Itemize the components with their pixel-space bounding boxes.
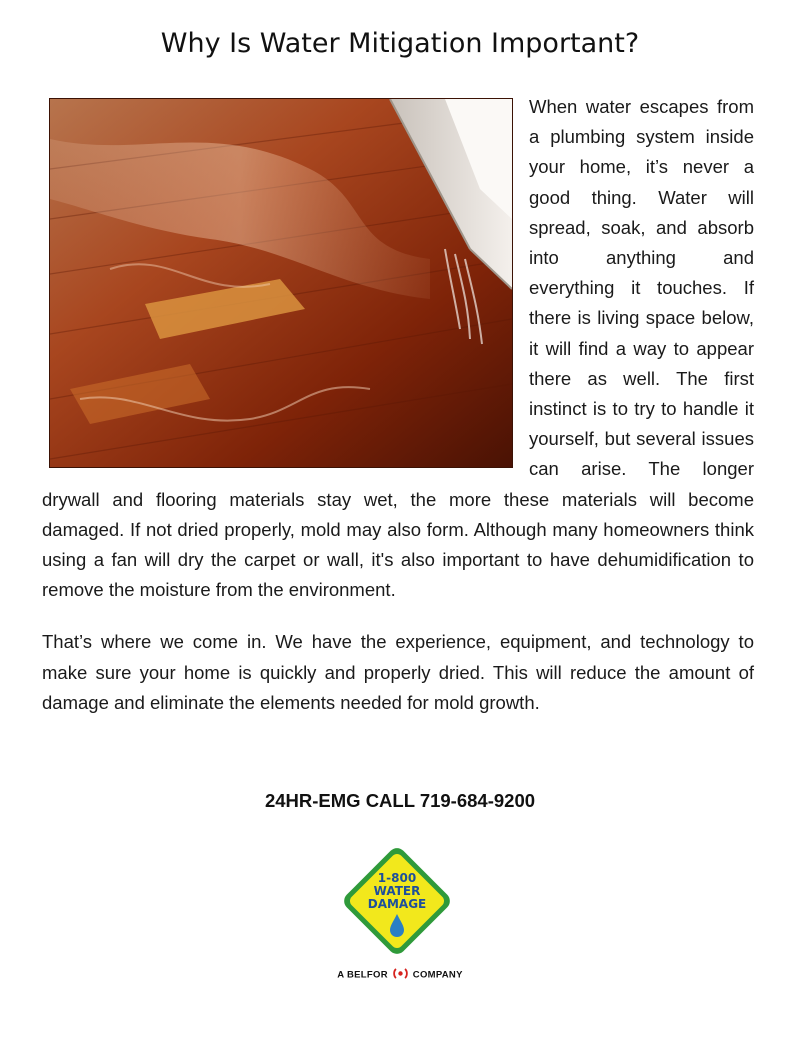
- tagline-prefix: A BELFOR: [337, 969, 388, 981]
- logo-line-3: DAMAGE: [367, 897, 427, 911]
- article-body: [42, 92, 754, 718]
- tagline-suffix: COMPANY: [412, 969, 463, 981]
- paragraph-1: When water escapes from a plumbing system inside your home, it’s never a good thing. Water will spread, soak, and absorb into anything and everything it touches. If there is living space below, it will find a way to appear there as well. The first instinct is to try to handle it yourself, but several issues can arise. The longer drywall and flooring materials stay wet, the more these materials will become damaged. If not dried properly, mold may also form. Although many homeowners think using a fan will dry the carpet or wall, it's also important to have dehumidification to remove the moisture from the environment.: [42, 96, 754, 601]
- belfor-mark-icon: [393, 968, 408, 982]
- water-damage-logo: [334, 838, 460, 964]
- belfor-tagline: [0, 968, 800, 982]
- logo-line-1: 1-800: [377, 871, 417, 885]
- wet-hardwood-floor-photo: [49, 98, 513, 468]
- page-title: Why Is Water Mitigation Important?: [160, 28, 640, 59]
- logo-line-2: WATER: [373, 884, 421, 898]
- paragraph-2: That’s where we come in. We have the experience, equipment, and technology to make sure your home is quickly and properly dried. This will reduce the amount of damage and eliminate the elements needed for mold growth.: [42, 631, 754, 713]
- emergency-call-line: 24HR-EMG CALL 719-684-9200: [264, 790, 536, 811]
